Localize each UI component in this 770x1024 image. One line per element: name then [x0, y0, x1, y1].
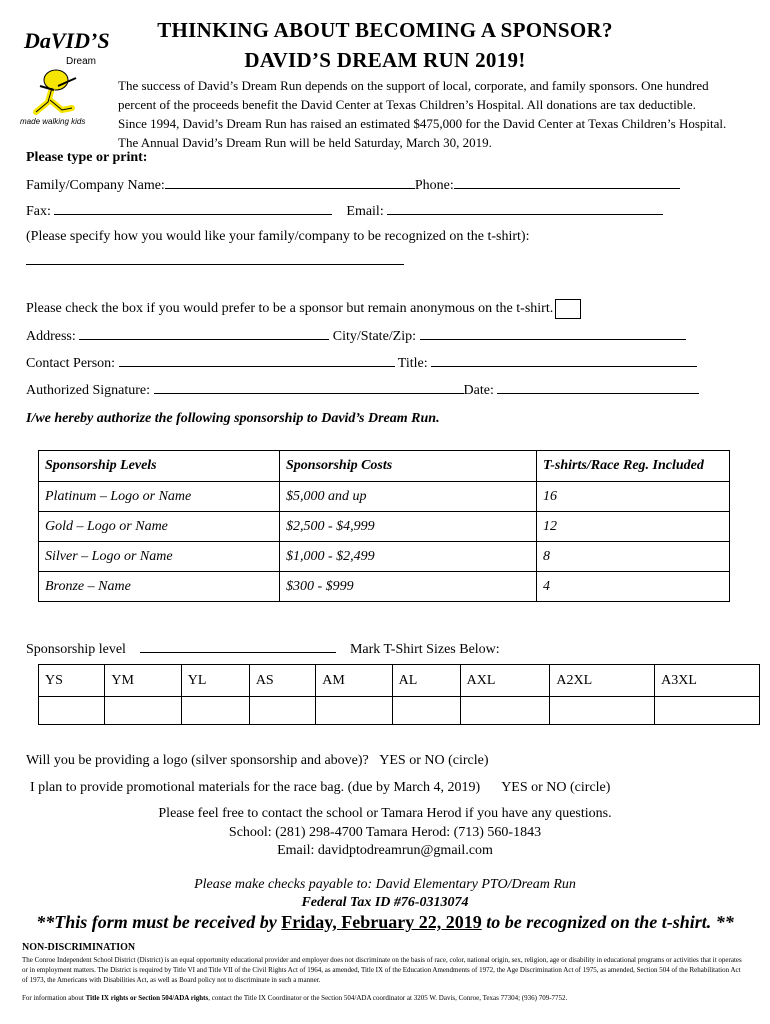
contact-line1: Please feel free to contact the school or Tamara Herod if you have any questions. — [158, 806, 612, 821]
size-label: AXL — [460, 665, 550, 697]
size-label: A2XL — [550, 665, 655, 697]
checks-payable: Please make checks payable to: David Elementary PTO/Dream Run — [194, 877, 576, 892]
recognition-field[interactable] — [26, 264, 404, 265]
signature-field[interactable] — [154, 381, 464, 394]
sponsorship-level-row — [26, 640, 500, 658]
contact-person-field[interactable] — [119, 354, 395, 367]
email-field[interactable] — [387, 202, 663, 215]
deadline-notice — [0, 912, 770, 933]
logo-text-davids: DaVID’S — [24, 28, 110, 53]
promo-question-row — [30, 780, 610, 796]
size-entry-cell[interactable] — [105, 697, 181, 725]
deadline-date: Friday, February 22, 2019 — [281, 912, 482, 932]
table-cell: $1,000 - $2,499 — [280, 542, 537, 572]
table-cell: Silver – Logo or Name — [39, 542, 280, 572]
deadline-suffix: to be recognized on the t-shirt. ** — [481, 912, 734, 932]
title-ix-info — [22, 993, 748, 1003]
recognition-note: (Please specify how you would like your family/company to be recognized on the t-shirt): — [26, 229, 530, 244]
federal-tax-id: Federal Tax ID #76-0313074 — [301, 895, 469, 910]
title-ix-bold: Title IX rights or Section 504/ADA rights — [85, 994, 209, 1002]
table-cell: 16 — [537, 482, 730, 512]
authorize-statement: I/we hereby authorize the following sponsorship to David’s Dream Run. — [26, 411, 440, 426]
size-entry-cell[interactable] — [249, 697, 315, 725]
deadline-prefix: **This form must be received by — [36, 912, 282, 932]
fax-email-row — [26, 202, 663, 220]
size-entry-cell[interactable] — [655, 697, 760, 725]
anonymous-note: Please check the box if you would prefer to be a sponsor but remain anonymous on the t-shirt. — [26, 301, 554, 317]
size-label: AM — [316, 665, 392, 697]
signature-row — [26, 381, 699, 399]
table-cell: Platinum – Logo or Name — [39, 482, 280, 512]
tshirt-sizes-table — [38, 664, 760, 725]
title-line1: THINKING ABOUT BECOMING A SPONSOR? — [157, 18, 613, 42]
size-label: YL — [181, 665, 249, 697]
nondiscrimination-body: The Conroe Independent School District (District) is an equal opportunity educational provider and employer does not discriminate on the basis of race, color, national origin, sex, religion, age or disability in educational programs or activities that it operates or in employment matters. The District is required by Title VI and Title VII of the Civil Rights Act of 1964, as amended, Title IX of the Education Amendments of 1972, the Age Discrimination Act of 1975, as amended, Section 504 of the Rehabilitation Act of 1973, the Americans with Disabilities Act, as well as Board policy not to discriminate in such a manner. — [22, 956, 742, 984]
size-label: YM — [105, 665, 181, 697]
table-row — [39, 482, 730, 512]
sponsorship-levels-table — [38, 450, 730, 602]
phone-label: Phone: — [414, 178, 454, 193]
size-label: AS — [249, 665, 315, 697]
family-phone-row — [26, 176, 680, 194]
sponsorship-level-field[interactable] — [140, 640, 336, 653]
sizes-entry-row — [39, 697, 760, 725]
address-row — [26, 327, 686, 345]
city-label: City/State/Zip: — [332, 329, 417, 344]
logo-question-row — [26, 753, 489, 769]
title-field[interactable] — [431, 354, 697, 367]
table-cell: 8 — [537, 542, 730, 572]
size-label: AL — [392, 665, 460, 697]
promo-question: I plan to provide promotional materials for the race bag. (due by March 4, 2019) — [30, 780, 481, 795]
anonymous-checkbox[interactable] — [555, 299, 581, 319]
table-cell: Bronze – Name — [39, 572, 280, 602]
title-ix-prefix: For information about — [22, 994, 86, 1002]
title-ix-suffix: , contact the Title IX Coordinator or the Section 504/ADA coordinator at 3205 W. Davis, Conroe, Texas 77304; (936) 709-7752. — [208, 994, 568, 1002]
mark-sizes-label: Mark T-Shirt Sizes Below: — [349, 642, 500, 657]
size-entry-cell[interactable] — [181, 697, 249, 725]
table-cell: $2,500 - $4,999 — [280, 512, 537, 542]
title-line2: DAVID’S DREAM RUN 2019! — [244, 48, 526, 72]
table-cell: 12 — [537, 512, 730, 542]
table-header-row — [39, 451, 730, 482]
family-name-field[interactable] — [165, 176, 415, 189]
table-cell: 4 — [537, 572, 730, 602]
date-field[interactable] — [497, 381, 699, 394]
logo-tagline: made walking kids — [20, 117, 86, 126]
fax-label: Fax: — [26, 204, 51, 219]
size-entry-cell[interactable] — [316, 697, 392, 725]
sponsorship-level-label: Sponsorship level — [26, 642, 126, 657]
table-row — [39, 572, 730, 602]
logo-text-dream: Dream — [66, 56, 97, 67]
size-entry-cell[interactable] — [550, 697, 655, 725]
contact-person-label: Contact Person: — [26, 356, 116, 371]
date-label: Date: — [463, 383, 494, 398]
size-label: A3XL — [655, 665, 760, 697]
table-cell: $5,000 and up — [280, 482, 537, 512]
intro-paragraph: The success of David’s Dream Run depends on the support of local, corporate, and family sponsors. One hundred percent of the proceeds benefit the David Center at Texas Children’s Hospital. All donations are tax deductible. Since 1994, David’s Dream Run has raised an estimated $475,000 for the David Center at Texas Children’s Hospital. The Annual David’s Dream Run will be held Saturday, March 30, 2019. — [118, 78, 727, 150]
phone-field[interactable] — [454, 176, 680, 189]
logo-answer[interactable]: YES or NO (circle) — [379, 753, 489, 768]
city-field[interactable] — [420, 327, 686, 340]
anonymous-row — [26, 299, 581, 319]
table-cell: $300 - $999 — [280, 572, 537, 602]
size-label: YS — [39, 665, 105, 697]
contact-line2: School: (281) 298-4700 Tamara Herod: (713) 560-1843 — [228, 825, 542, 840]
signature-label: Authorized Signature: — [26, 383, 151, 398]
table-row — [39, 512, 730, 542]
table-header: Sponsorship Costs — [280, 451, 537, 482]
family-label: Family/Company Name: — [26, 178, 165, 193]
title-label: Title: — [397, 356, 428, 371]
promo-answer[interactable]: YES or NO (circle) — [501, 780, 611, 795]
size-entry-cell[interactable] — [39, 697, 105, 725]
size-entry-cell[interactable] — [392, 697, 460, 725]
contact-row — [26, 354, 697, 372]
address-label: Address: — [26, 329, 76, 344]
table-cell: Gold – Logo or Name — [39, 512, 280, 542]
address-field[interactable] — [79, 327, 329, 340]
form-heading: Please type or print: — [26, 150, 148, 165]
size-entry-cell[interactable] — [460, 697, 550, 725]
table-header: T-shirts/Race Reg. Included — [537, 451, 730, 482]
table-row — [39, 542, 730, 572]
fax-field[interactable] — [54, 202, 332, 215]
logo-question: Will you be providing a logo (silver sponsorship and above)? — [26, 753, 369, 768]
table-header: Sponsorship Levels — [39, 451, 280, 482]
email-label: Email: — [346, 204, 384, 219]
nondiscrimination-heading: NON-DISCRIMINATION — [22, 942, 136, 953]
contact-email: Email: davidptodreamrun@gmail.com — [277, 843, 493, 858]
sizes-label-row — [39, 665, 760, 697]
